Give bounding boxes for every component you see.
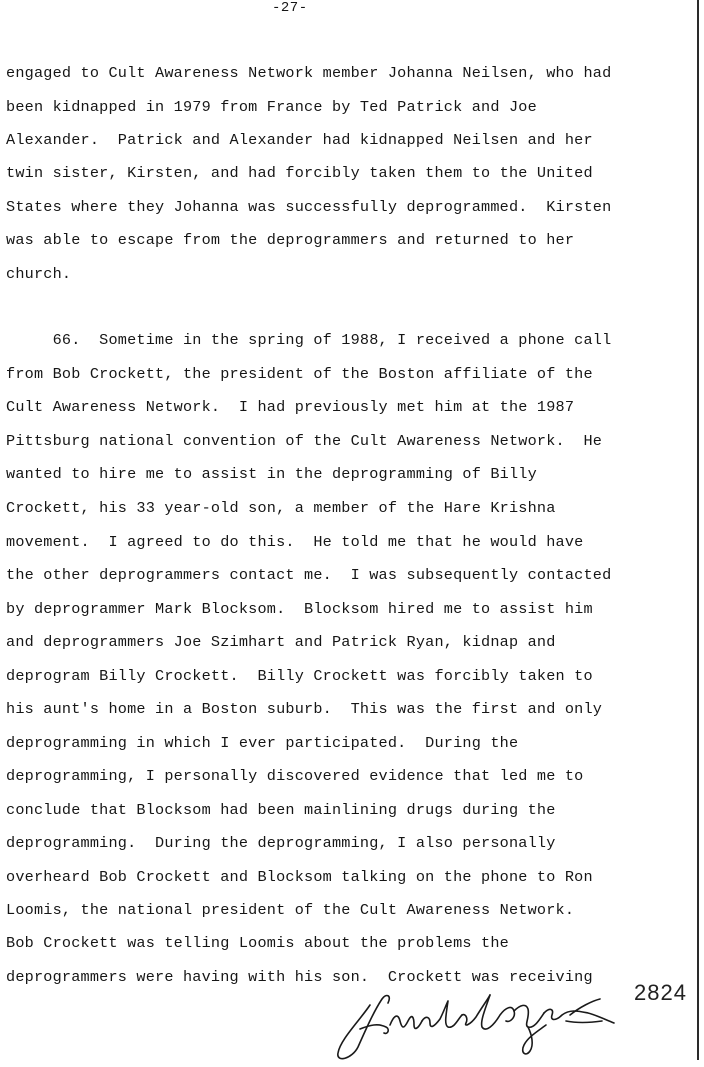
handwritten-signature	[330, 985, 630, 1065]
text-line: church.	[6, 265, 72, 283]
text-line: Alexander. Patrick and Alexander had kidnapped Neilsen and her	[6, 131, 593, 149]
text-line: the other deprogrammers contact me. I was subsequently contacted	[6, 566, 612, 584]
text-line: conclude that Blocksom had been mainlining drugs during the	[6, 801, 556, 819]
text-line: his aunt's home in a Boston suburb. This was the first and only	[6, 700, 603, 718]
text-line: States where they Johanna was successfully deprogrammed. Kirsten	[6, 198, 612, 216]
page-number: -27-	[272, 0, 308, 16]
text-line: deprogrammers were having with his son. Crockett was receiving	[6, 968, 593, 986]
text-line: Pittsburg national convention of the Cult Awareness Network. He	[6, 432, 603, 450]
text-line: deprogramming, I personally discovered evidence that led me to	[6, 767, 584, 785]
text-line: was able to escape from the deprogrammers and returned to her	[6, 231, 575, 249]
bates-number: 2824	[634, 980, 687, 1005]
text-line: by deprogrammer Mark Blocksom. Blocksom hired me to assist him	[6, 600, 593, 618]
text-line: twin sister, Kirsten, and had forcibly taken them to the United	[6, 164, 593, 182]
text-line: Crockett, his 33 year-old son, a member of the Hare Krishna	[6, 499, 556, 517]
text-line: overheard Bob Crockett and Blocksom talking on the phone to Ron	[6, 868, 593, 886]
text-line: movement. I agreed to do this. He told me that he would have	[6, 533, 584, 551]
text-line: wanted to hire me to assist in the deprogramming of Billy	[6, 465, 537, 483]
text-line: been kidnapped in 1979 from France by Ted Patrick and Joe	[6, 98, 537, 116]
text-line: deprogramming. During the deprogramming, I also personally	[6, 834, 556, 852]
text-line: from Bob Crockett, the president of the Boston affiliate of the	[6, 365, 593, 383]
text-line: engaged to Cult Awareness Network member Johanna Neilsen, who had	[6, 64, 612, 82]
text-line: and deprogrammers Joe Szimhart and Patrick Ryan, kidnap and	[6, 633, 556, 651]
text-line: Cult Awareness Network. I had previously met him at the 1987	[6, 398, 575, 416]
text-line: deprogram Billy Crockett. Billy Crockett was forcibly taken to	[6, 667, 593, 685]
text-line: deprogramming in which I ever participated. During the	[6, 734, 519, 752]
page-edge-rule	[697, 0, 699, 1060]
text-line: 66. Sometime in the spring of 1988, I received a phone call	[6, 331, 612, 349]
text-line: Bob Crockett was telling Loomis about the problems the	[6, 934, 509, 952]
text-line: Loomis, the national president of the Cult Awareness Network.	[6, 901, 575, 919]
